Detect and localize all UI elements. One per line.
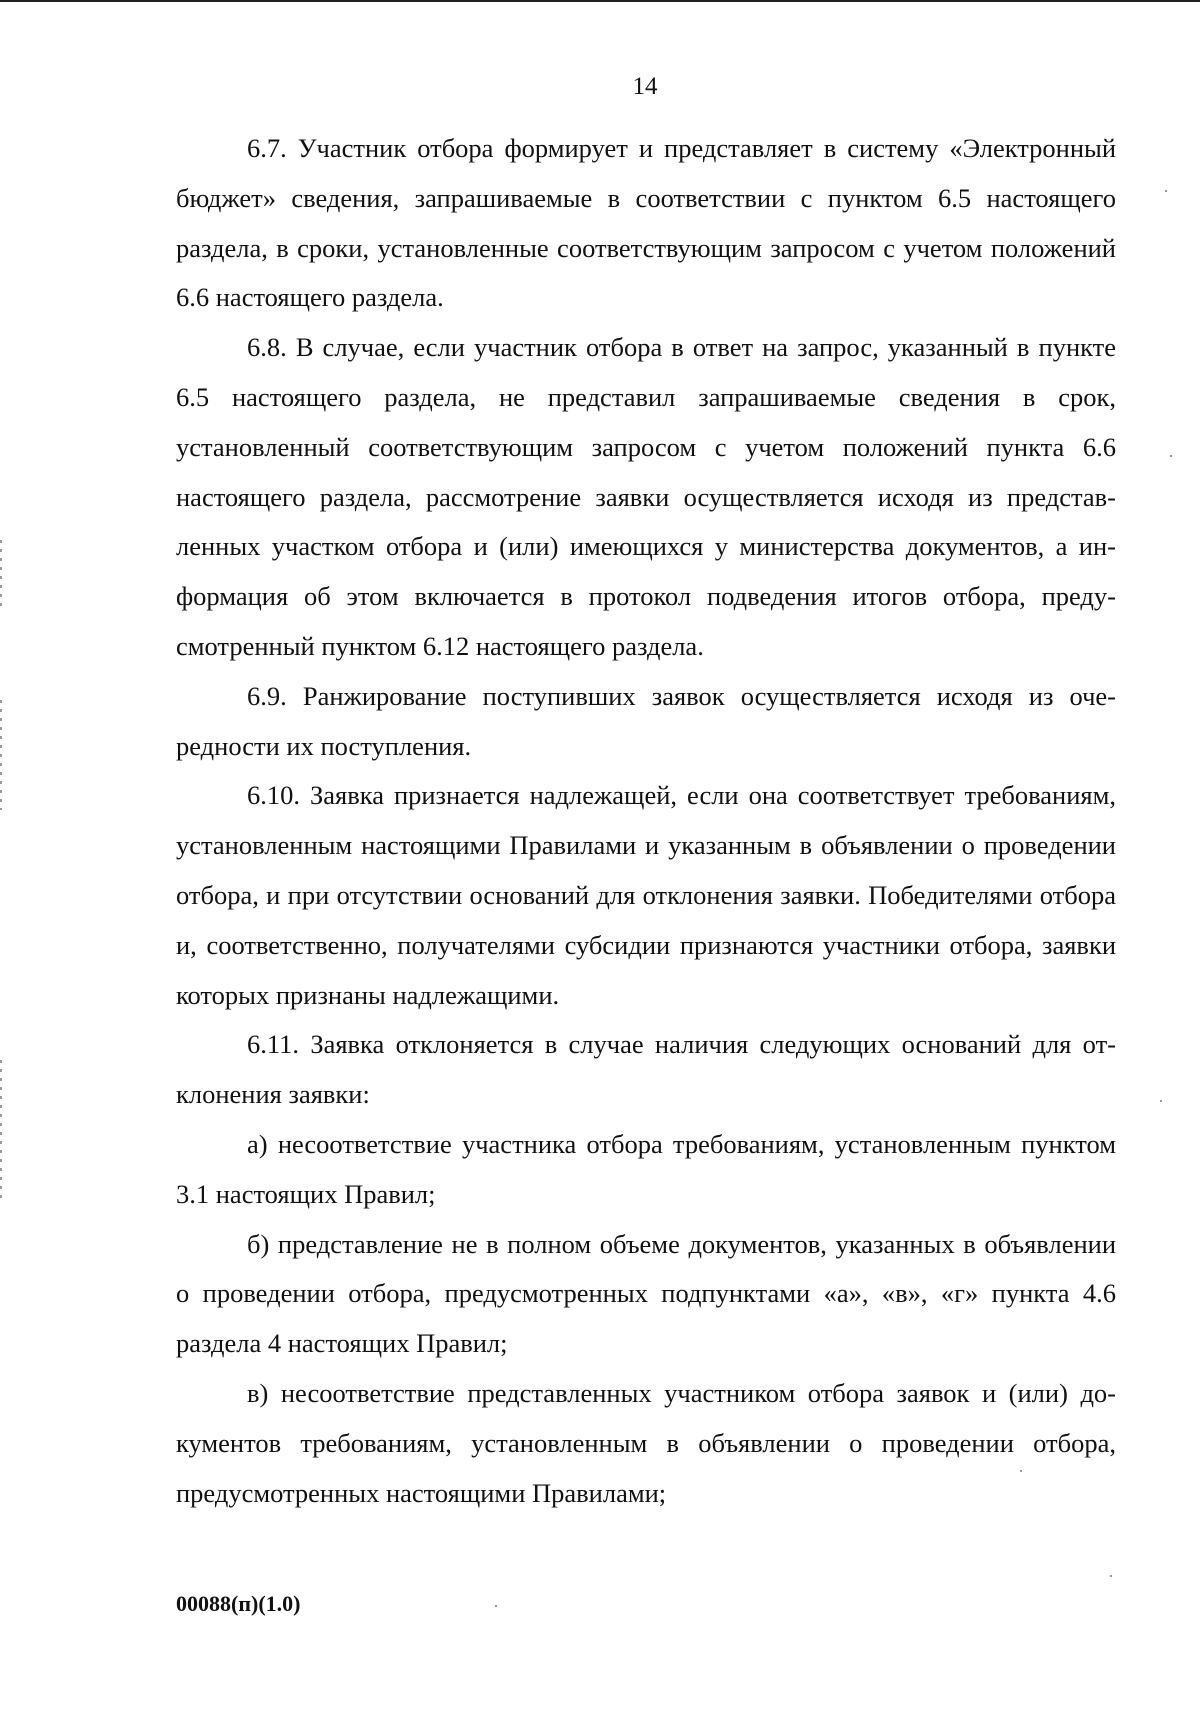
- list-item-b: б) представление не в полном объеме документов, указанных в объявлении о проведении отбора, предусмотренных подпунктами «а», «в», «г» пункта 4.6 раздела 4 настоящих Правил;: [176, 1228, 1116, 1359]
- scan-speck: [1110, 1575, 1112, 1577]
- paragraph-6-10: 6.10. Заявка признается надлежащей, если она соответствует требованиям, установленным настоящими Правилами и указанным в объявлении о проведении отбора, и при отсутствии оснований для отклонения заявки. Победителями отбора и, соответственно, получателями субсидии признаются участники отбора, заявки которых признаны надлежащими.: [176, 780, 1116, 1010]
- scan-margin-mark: [0, 540, 2, 610]
- list-item-v: в) несоответствие представленных участником отбора заявок и (или) документов требованиям, установленным в объявлении о проведении отбора, предусмотренных настоящими Правилами;: [176, 1377, 1116, 1508]
- document-body: [176, 124, 1116, 1518]
- paragraph-6-8: 6.8. В случае, если участник отбора в ответ на запрос, указанный в пункте 6.5 настоящего раздела, не представил запрашиваемые сведения в срок, установленный соответствующим запросом с учетом положений пункта 6.6 настоящего раздела, рассмотрение заявки осуществляется исходя из представленных участком отбора и (или) имеющихся у министерства документов, а информация об этом включается в протокол подведения итогов отбора, предусмотренный пунктом 6.12 настоящего раздела.: [176, 332, 1116, 661]
- scan-top-edge: [0, 0, 1200, 2]
- paragraph-6-11: 6.11. Заявка отклоняется в случае наличия следующих оснований для отклонения заявки:: [176, 1029, 1116, 1110]
- page-number: 14: [632, 73, 658, 100]
- scan-speck: [1170, 455, 1172, 457]
- list-item-a: а) несоответствие участника отбора требованиям, установленным пунктом 3.1 настоящих Правил;: [176, 1128, 1116, 1209]
- scan-margin-mark: [0, 1060, 2, 1200]
- paragraph-6-9: 6.9. Ранжирование поступивших заявок осуществляется исходя из очередности их поступления.: [176, 680, 1116, 761]
- document-footer-code: 00088(п)(1.0): [176, 1591, 301, 1616]
- scan-speck: [1165, 190, 1167, 192]
- scan-margin-mark: [0, 700, 2, 810]
- scan-speck: [495, 1605, 497, 1607]
- scan-speck: [1160, 1100, 1162, 1102]
- paragraph-6-7: 6.7. Участник отбора формирует и представляет в систему «Электронный бюджет» сведения, запрашиваемые в соответствии с пунктом 6.5 настоящего раздела, в сроки, установленные соответствующим запросом с учетом положений 6.6 настоящего раздела.: [176, 133, 1116, 313]
